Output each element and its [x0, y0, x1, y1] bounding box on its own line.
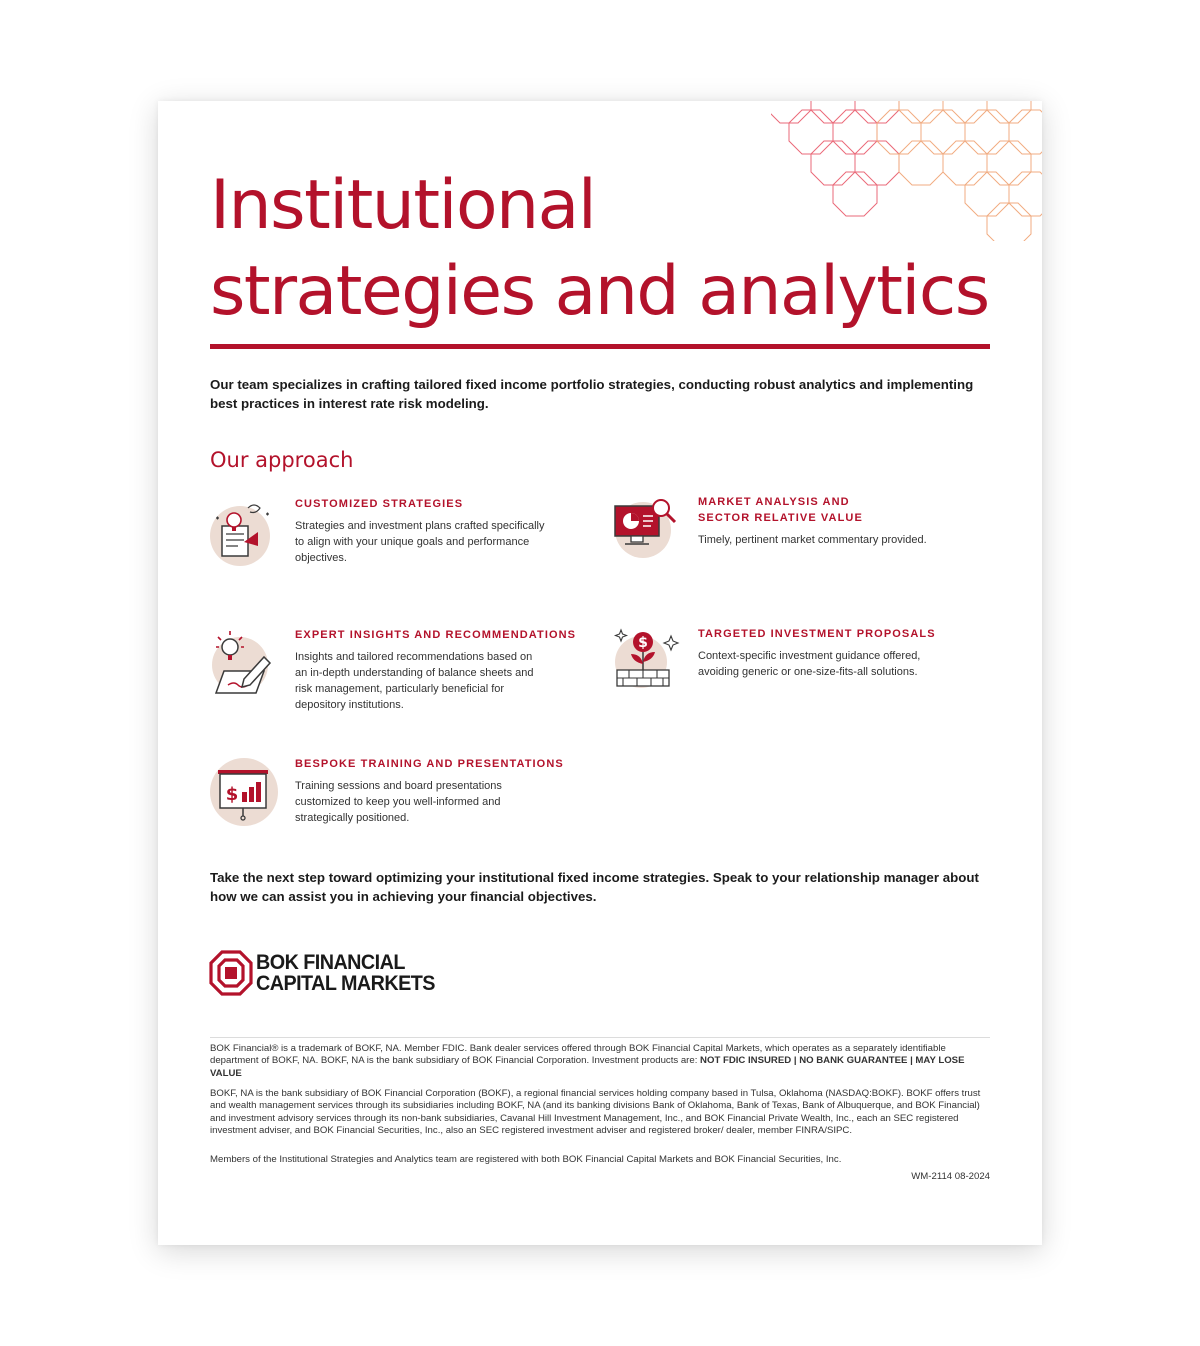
document-page [158, 101, 1042, 1245]
footer-divider [210, 1037, 990, 1038]
approach-heading: Our approach [210, 448, 354, 472]
item-heading: MARKET ANALYSIS AND SECTOR RELATIVE VALUE [698, 496, 863, 524]
item-body: Insights and tailored recommendations based on an in-depth understanding of balance sheets and risk management, particularly beneficial for depository institutions. [295, 651, 534, 711]
document-code: WM-2114 08-2024 [911, 1171, 990, 1182]
item-heading: TARGETED INVESTMENT PROPOSALS [698, 628, 936, 640]
item-body: Training sessions and board presentations customized to keep you well-informed and strategically positioned. [295, 780, 502, 824]
item-body: Strategies and investment plans crafted specifically to align with your unique goals and performance objectives. [295, 520, 545, 564]
bok-logo-icon [208, 949, 254, 997]
call-to-action: Take the next step toward optimizing your institutional fixed income strategies. Speak to your relationship manager about how we can assist you in achieving your financial objectives. [210, 870, 979, 904]
disclosure-trademark: BOK Financial® is a trademark of BOKF, NA. Member FDIC. Bank dealer services offered through BOK Financial Capital Markets, which operates as a separately identifiable department of BOKF, NA. BOKF, NA is the bank subsidiary of BOK Financial Corporation. Investment products are: NOT FDIC INSURED | NO BANK GUARANTEE | MAY LOSE VALUE [210, 1043, 965, 1079]
item-heading: BESPOKE TRAINING AND PRESENTATIONS [295, 758, 564, 770]
page-title: Institutional strategies and analytics [210, 166, 989, 331]
strategy-scroll-icon [208, 496, 280, 568]
monitor-chart-icon [611, 494, 683, 566]
logo-wordmark: BOK FINANCIAL CAPITAL MARKETS [256, 950, 435, 995]
title-divider [210, 344, 990, 349]
money-plant-icon [611, 626, 683, 698]
svg-text:$: $ [225, 784, 239, 805]
intro-paragraph: Our team specializes in crafting tailored fixed income portfolio strategies, conducting robust analytics and implementing best practices in interest rate risk modeling. [210, 377, 974, 411]
disclosure-bokf: BOKF, NA is the bank subsidiary of BOK Financial Corporation (BOKF), a regional financial services holding company based in Tulsa, Oklahoma (NASDAQ:BOKF). BOKF offers trust and wealth management services through its subsidiaries including BOKF, NA (and its banking divisions Bank of Oklahoma, Bank of Texas, Bank of Albuquerque, and BOK Financial) and investment advisory services through its non-bank subsidiaries, Cavanal Hill Investment Management, Inc., and BOK Financial Private Wealth, Inc., each an SEC registered investment adviser, and BOK Financial Securities, Inc., also an SEC registered investment adviser and registered broker/ dealer, member FINRA/SIPC. [210, 1088, 981, 1137]
item-heading: CUSTOMIZED STRATEGIES [295, 498, 464, 510]
presentation-board-icon [208, 756, 280, 828]
item-body: Context-specific investment guidance offered, avoiding generic or one-size-fits-all solutions. [698, 650, 921, 678]
disclosure-team: Members of the Institutional Strategies and Analytics team are registered with both BOK Financial Capital Markets and BOK Financial Securities, Inc. [210, 1154, 842, 1165]
svg-text:$: $ [638, 635, 648, 651]
item-body: Timely, pertinent market commentary provided. [698, 534, 927, 546]
item-heading: EXPERT INSIGHTS AND RECOMMENDATIONS [295, 629, 577, 641]
lightbulb-pencil-icon [208, 627, 280, 699]
